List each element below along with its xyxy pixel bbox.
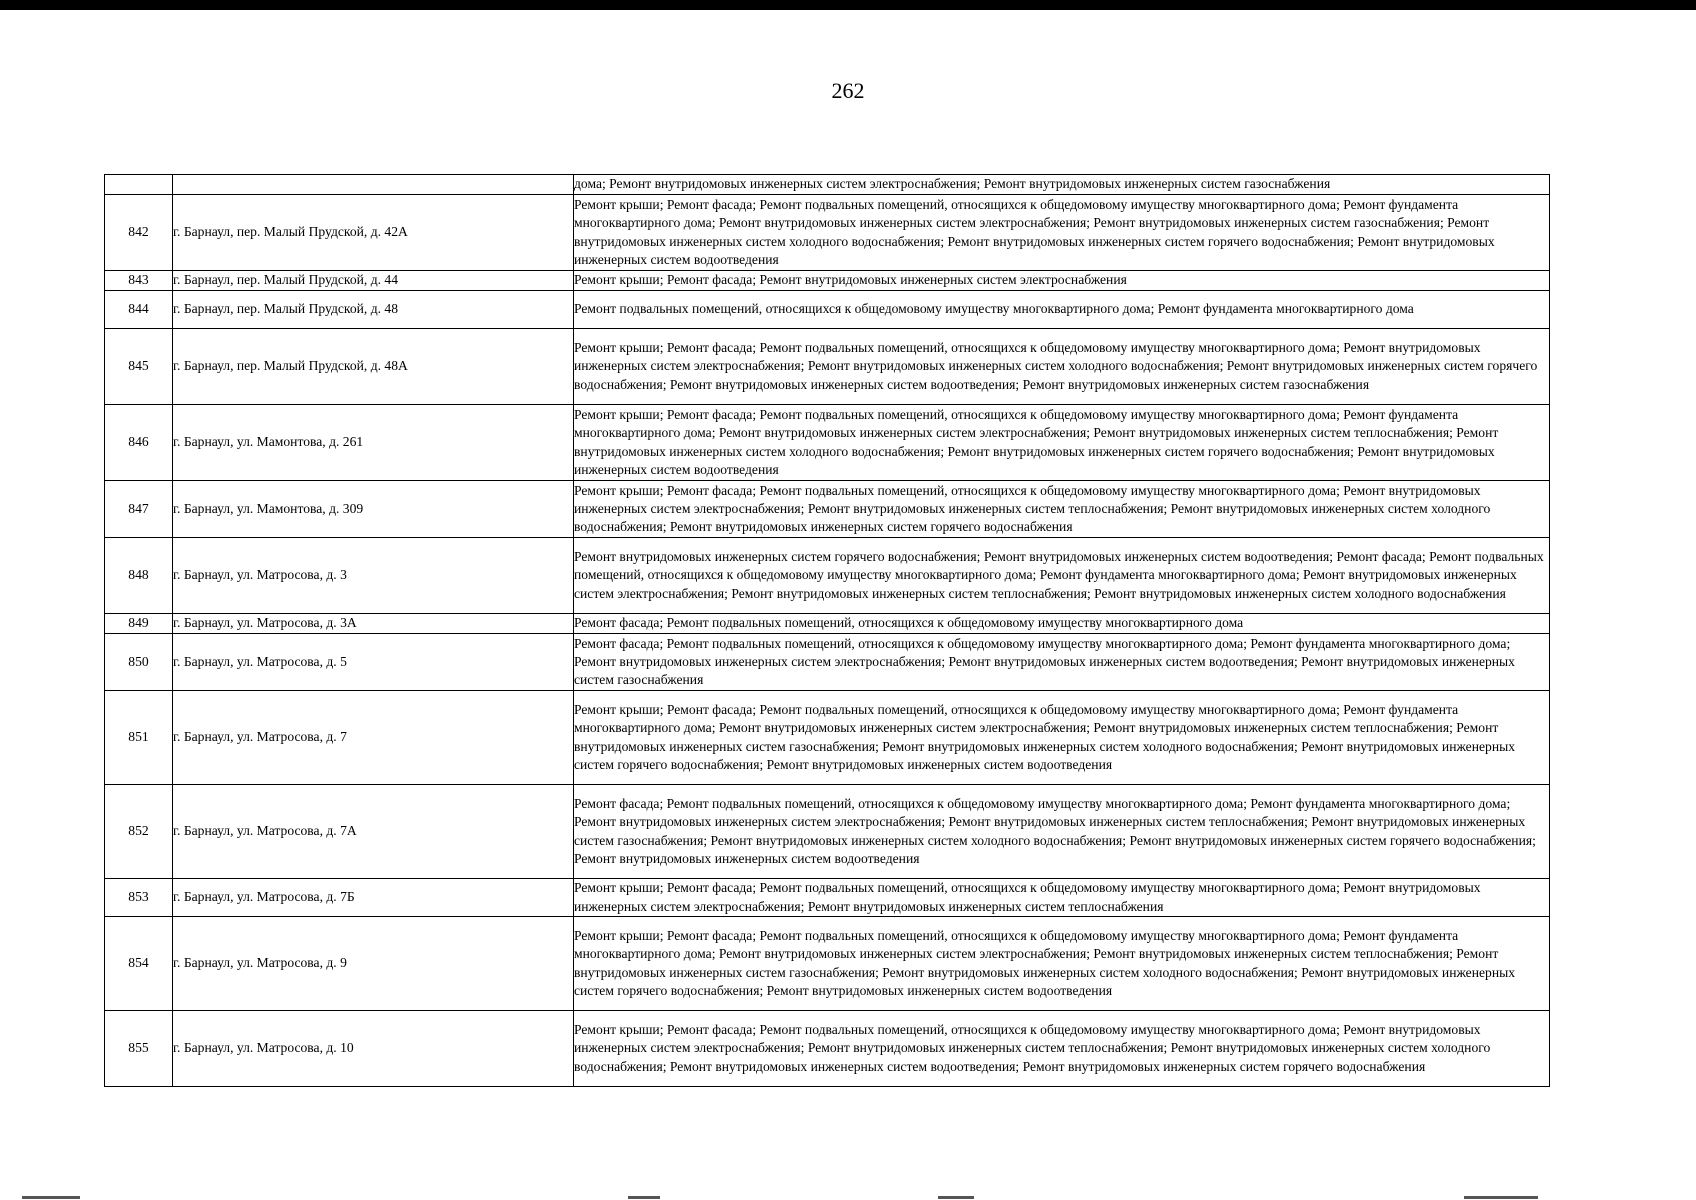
row-number: 852 [105, 785, 173, 879]
row-number: 849 [105, 614, 173, 634]
row-address: г. Барнаул, ул. Матросова, д. 3 [173, 538, 574, 614]
row-works: Ремонт фасада; Ремонт подвальных помещений, относящихся к общедомовому имуществу многоквартирного дома; Ремонт фундамента многоквартирного дома; Ремонт внутридомовых инженерных систем электроснабжения; Ремонт внутридомовых инженерных систем водоотведения; Ремонт внутридомовых инженерных систем газоснабжения [574, 634, 1550, 691]
table-row [105, 405, 1550, 481]
row-works: Ремонт крыши; Ремонт фасада; Ремонт подвальных помещений, относящихся к общедомовому имуществу многоквартирного дома; Ремонт фундамента многоквартирного дома; Ремонт внутридомовых инженерных систем электроснабжения; Ремонт внутридомовых инженерных систем газоснабжения; Ремонт внутридомовых инженерных систем холодного водоснабжения; Ремонт внутридомовых инженерных систем горячего водоснабжения; Ремонт внутридомовых инженерных систем водоотведения [574, 195, 1550, 271]
repair-registry-table [104, 174, 1550, 1087]
row-works: Ремонт внутридомовых инженерных систем горячего водоснабжения; Ремонт внутридомовых инженерных систем водоотведения; Ремонт фасада; Ремонт подвальных помещений, относящихся к общедомовому имуществу многоквартирного дома; Ремонт фундамента многоквартирного дома; Ремонт внутридомовых инженерных систем электроснабжения; Ремонт внутридомовых инженерных систем теплоснабжения; Ремонт внутридомовых инженерных систем холодного водоснабжения [574, 538, 1550, 614]
row-works: Ремонт крыши; Ремонт фасада; Ремонт подвальных помещений, относящихся к общедомовому имуществу многоквартирного дома; Ремонт внутридомовых инженерных систем электроснабжения; Ремонт внутридомовых инженерных систем теплоснабжения; Ремонт внутридомовых инженерных систем холодного водоснабжения; Ремонт внутридомовых инженерных систем горячего водоснабжения [574, 481, 1550, 538]
row-number: 851 [105, 691, 173, 785]
row-address: г. Барнаул, ул. Матросова, д. 7Б [173, 879, 574, 917]
table-row [105, 785, 1550, 879]
scan-top-edge [0, 0, 1696, 10]
row-works: Ремонт крыши; Ремонт фасада; Ремонт подвальных помещений, относящихся к общедомовому имуществу многоквартирного дома; Ремонт внутридомовых инженерных систем электроснабжения; Ремонт внутридомовых инженерных систем холодного водоснабжения; Ремонт внутридомовых инженерных систем горячего водоснабжения; Ремонт внутридомовых инженерных систем водоотведения; Ремонт внутридомовых инженерных систем газоснабжения [574, 329, 1550, 405]
row-works: Ремонт крыши; Ремонт фасада; Ремонт подвальных помещений, относящихся к общедомовому имуществу многоквартирного дома; Ремонт фундамента многоквартирного дома; Ремонт внутридомовых инженерных систем электроснабжения; Ремонт внутридомовых инженерных систем теплоснабжения; Ремонт внутридомовых инженерных систем газоснабжения; Ремонт внутридомовых инженерных систем холодного водоснабжения; Ремонт внутридомовых инженерных систем горячего водоснабжения; Ремонт внутридомовых инженерных систем водоотведения [574, 917, 1550, 1011]
scan-mark [22, 1196, 80, 1199]
row-number: 847 [105, 481, 173, 538]
table-row [105, 634, 1550, 691]
table-row [105, 917, 1550, 1011]
scan-bottom-marks [0, 1194, 1696, 1200]
scan-mark [938, 1196, 974, 1199]
page-number: 262 [831, 78, 865, 103]
row-works: Ремонт подвальных помещений, относящихся к общедомовому имуществу многоквартирного дома; Ремонт фундамента многоквартирного дома [574, 291, 1550, 329]
row-works: дома; Ремонт внутридомовых инженерных систем электроснабжения; Ремонт внутридомовых инженерных систем газоснабжения [574, 175, 1550, 195]
row-number: 846 [105, 405, 173, 481]
table-row [105, 175, 1550, 195]
row-works: Ремонт крыши; Ремонт фасада; Ремонт внутридомовых инженерных систем электроснабжения [574, 271, 1550, 291]
row-number: 843 [105, 271, 173, 291]
row-address: г. Барнаул, ул. Мамонтова, д. 309 [173, 481, 574, 538]
row-address: г. Барнаул, пер. Малый Прудской, д. 48 [173, 291, 574, 329]
row-works: Ремонт фасада; Ремонт подвальных помещений, относящихся к общедомовому имуществу многоквартирного дома; Ремонт фундамента многоквартирного дома; Ремонт внутридомовых инженерных систем электроснабжения; Ремонт внутридомовых инженерных систем теплоснабжения; Ремонт внутридомовых инженерных систем газоснабжения; Ремонт внутридомовых инженерных систем холодного водоснабжения; Ремонт внутридомовых инженерных систем горячего водоснабжения; Ремонт внутридомовых инженерных систем водоотведения [574, 785, 1550, 879]
row-number: 854 [105, 917, 173, 1011]
row-number: 844 [105, 291, 173, 329]
row-address [173, 175, 574, 195]
row-address: г. Барнаул, ул. Матросова, д. 7А [173, 785, 574, 879]
table-row [105, 879, 1550, 917]
row-works: Ремонт крыши; Ремонт фасада; Ремонт подвальных помещений, относящихся к общедомовому имуществу многоквартирного дома; Ремонт фундамента многоквартирного дома; Ремонт внутридомовых инженерных систем электроснабжения; Ремонт внутридомовых инженерных систем теплоснабжения; Ремонт внутридомовых инженерных систем холодного водоснабжения; Ремонт внутридомовых инженерных систем горячего водоснабжения; Ремонт внутридомовых инженерных систем водоотведения [574, 405, 1550, 481]
row-address: г. Барнаул, ул. Матросова, д. 3А [173, 614, 574, 634]
row-works: Ремонт крыши; Ремонт фасада; Ремонт подвальных помещений, относящихся к общедомовому имуществу многоквартирного дома; Ремонт внутридомовых инженерных систем электроснабжения; Ремонт внутридомовых инженерных систем теплоснабжения [574, 879, 1550, 917]
table-row [105, 271, 1550, 291]
table-row [105, 691, 1550, 785]
table-row [105, 538, 1550, 614]
row-address: г. Барнаул, пер. Малый Прудской, д. 44 [173, 271, 574, 291]
table-row [105, 481, 1550, 538]
table-row [105, 329, 1550, 405]
table-row [105, 1011, 1550, 1087]
row-address: г. Барнаул, ул. Матросова, д. 7 [173, 691, 574, 785]
row-works: Ремонт фасада; Ремонт подвальных помещений, относящихся к общедомовому имуществу многоквартирного дома [574, 614, 1550, 634]
row-number: 855 [105, 1011, 173, 1087]
row-works: Ремонт крыши; Ремонт фасада; Ремонт подвальных помещений, относящихся к общедомовому имуществу многоквартирного дома; Ремонт фундамента многоквартирного дома; Ремонт внутридомовых инженерных систем электроснабжения; Ремонт внутридомовых инженерных систем теплоснабжения; Ремонт внутридомовых инженерных систем газоснабжения; Ремонт внутридомовых инженерных систем холодного водоснабжения; Ремонт внутридомовых инженерных систем горячего водоснабжения; Ремонт внутридомовых инженерных систем водоотведения [574, 691, 1550, 785]
row-address: г. Барнаул, ул. Матросова, д. 10 [173, 1011, 574, 1087]
row-works: Ремонт крыши; Ремонт фасада; Ремонт подвальных помещений, относящихся к общедомовому имуществу многоквартирного дома; Ремонт внутридомовых инженерных систем электроснабжения; Ремонт внутридомовых инженерных систем теплоснабжения; Ремонт внутридомовых инженерных систем холодного водоснабжения; Ремонт внутридомовых инженерных систем водоотведения; Ремонт внутридомовых инженерных систем горячего водоснабжения [574, 1011, 1550, 1087]
row-address: г. Барнаул, пер. Малый Прудской, д. 42А [173, 195, 574, 271]
row-address: г. Барнаул, ул. Матросова, д. 5 [173, 634, 574, 691]
row-number [105, 175, 173, 195]
row-address: г. Барнаул, ул. Матросова, д. 9 [173, 917, 574, 1011]
table-row [105, 614, 1550, 634]
scan-mark [628, 1196, 660, 1199]
scan-mark [1464, 1196, 1538, 1199]
table-row [105, 195, 1550, 271]
row-number: 850 [105, 634, 173, 691]
row-number: 853 [105, 879, 173, 917]
row-number: 842 [105, 195, 173, 271]
row-number: 848 [105, 538, 173, 614]
row-address: г. Барнаул, ул. Мамонтова, д. 261 [173, 405, 574, 481]
table-row [105, 291, 1550, 329]
row-address: г. Барнаул, пер. Малый Прудской, д. 48А [173, 329, 574, 405]
row-number: 845 [105, 329, 173, 405]
